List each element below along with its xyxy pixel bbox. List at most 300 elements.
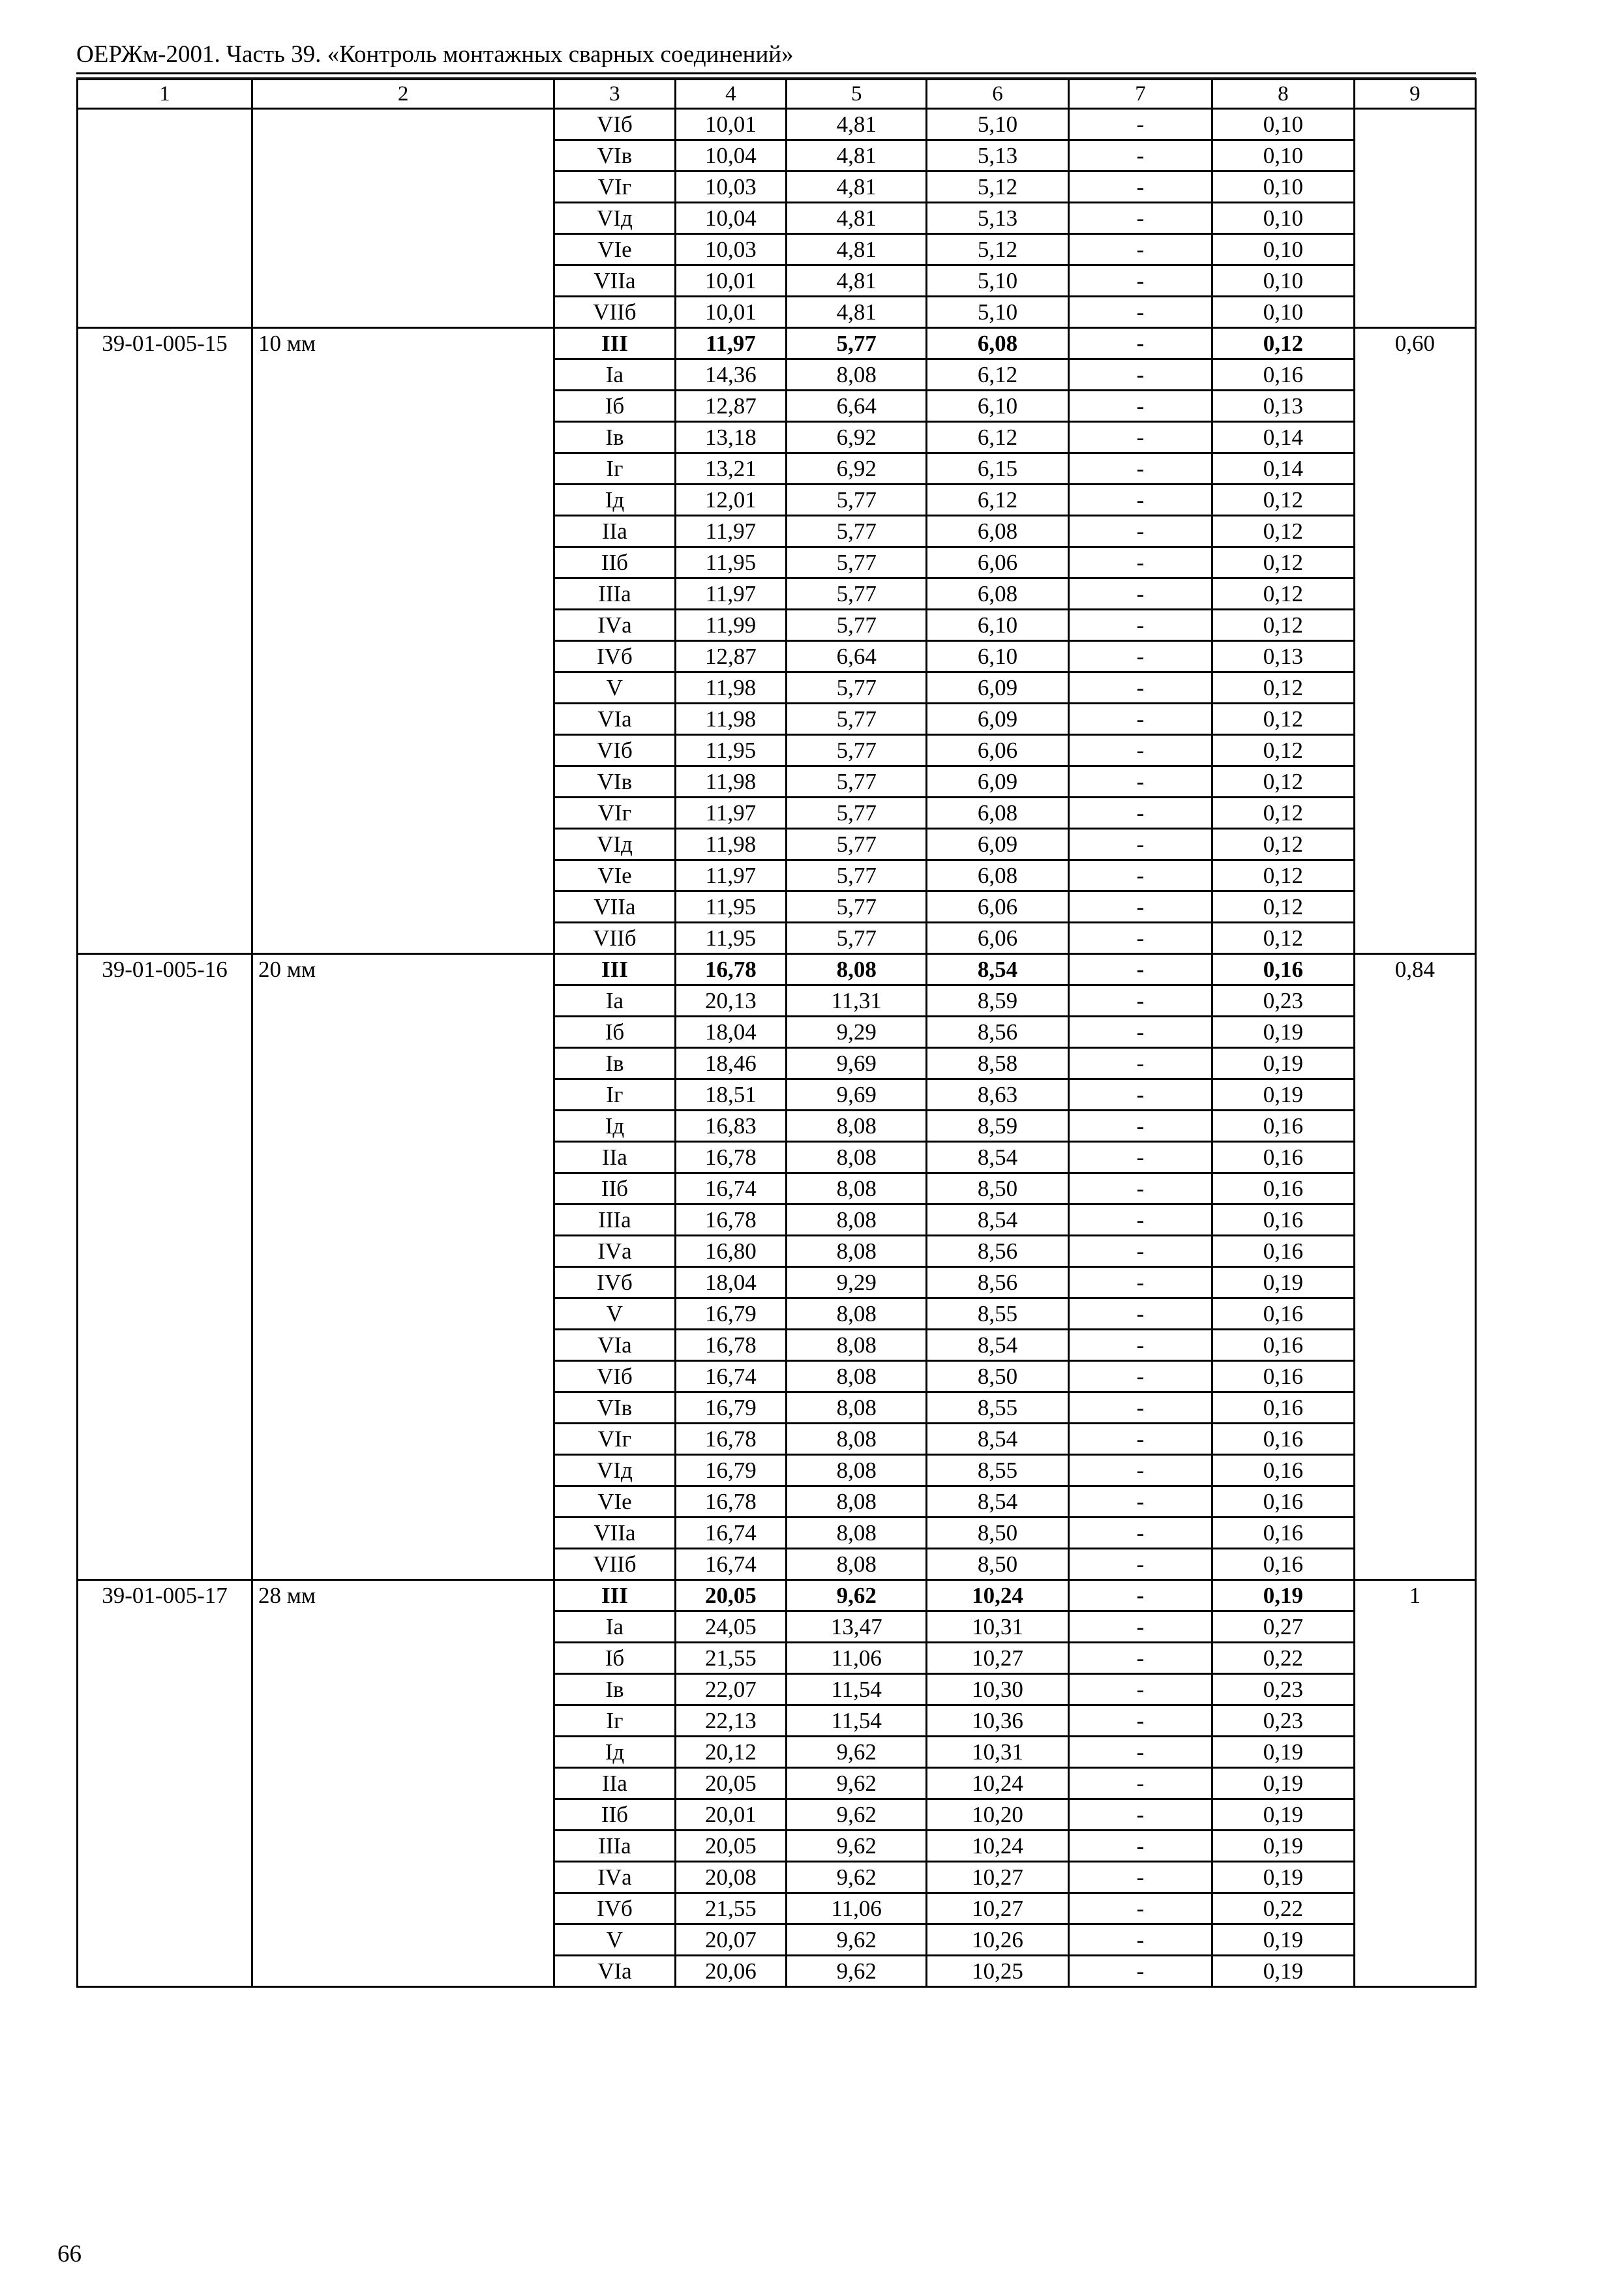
value-cell-8: 0,10 — [1212, 172, 1354, 203]
value-cell-7: - — [1068, 234, 1212, 265]
value-cell-8: 0,16 — [1212, 1455, 1354, 1486]
table-row — [78, 954, 1476, 985]
value-cell-7: - — [1068, 1643, 1212, 1674]
total-cell: 1 — [1354, 1580, 1475, 1987]
value-cell-8: 0,19 — [1212, 1079, 1354, 1111]
zone-cell: III — [554, 954, 675, 985]
value-cell-6: 8,50 — [927, 1518, 1069, 1549]
value-cell-7: - — [1068, 1956, 1212, 1987]
zone-cell: IIб — [554, 547, 675, 578]
value-cell-4: 16,80 — [675, 1236, 787, 1267]
value-cell-6: 6,09 — [927, 829, 1069, 860]
value-cell-8: 0,10 — [1212, 109, 1354, 140]
value-cell-5: 5,77 — [787, 610, 927, 641]
value-cell-8: 0,19 — [1212, 1799, 1354, 1831]
value-cell-4: 16,78 — [675, 1486, 787, 1518]
value-cell-8: 0,16 — [1212, 1361, 1354, 1392]
zone-cell: Iг — [554, 1079, 675, 1111]
value-cell-8: 0,19 — [1212, 1737, 1354, 1768]
value-cell-8: 0,12 — [1212, 328, 1354, 359]
value-cell-6: 10,24 — [927, 1831, 1069, 1862]
value-cell-6: 6,12 — [927, 422, 1069, 453]
value-cell-4: 16,79 — [675, 1298, 787, 1330]
value-cell-4: 11,95 — [675, 923, 787, 954]
zone-cell: IIа — [554, 516, 675, 547]
value-cell-5: 8,08 — [787, 1455, 927, 1486]
value-cell-8: 0,27 — [1212, 1611, 1354, 1643]
zone-cell: VIIа — [554, 891, 675, 923]
zone-cell: IIб — [554, 1173, 675, 1204]
value-cell-5: 8,08 — [787, 1518, 927, 1549]
value-cell-6: 5,10 — [927, 109, 1069, 140]
zone-cell: VIг — [554, 172, 675, 203]
value-cell-7: - — [1068, 203, 1212, 234]
value-cell-5: 8,08 — [787, 1486, 927, 1518]
zone-cell: IVб — [554, 1893, 675, 1924]
value-cell-5: 8,08 — [787, 1142, 927, 1173]
zone-cell: VIб — [554, 1361, 675, 1392]
value-cell-5: 11,31 — [787, 985, 927, 1017]
value-cell-6: 10,24 — [927, 1580, 1069, 1611]
value-cell-6: 6,12 — [927, 359, 1069, 391]
value-cell-6: 8,50 — [927, 1549, 1069, 1580]
value-cell-8: 0,23 — [1212, 985, 1354, 1017]
value-cell-5: 8,08 — [787, 1204, 927, 1236]
value-cell-6: 10,31 — [927, 1611, 1069, 1643]
zone-cell: Iв — [554, 1674, 675, 1705]
value-cell-7: - — [1068, 1079, 1212, 1111]
value-cell-4: 11,97 — [675, 578, 787, 610]
zone-cell: IVб — [554, 641, 675, 672]
value-cell-6: 8,54 — [927, 1204, 1069, 1236]
value-cell-4: 22,13 — [675, 1705, 787, 1737]
value-cell-4: 13,21 — [675, 453, 787, 485]
value-cell-4: 12,87 — [675, 641, 787, 672]
value-cell-4: 14,36 — [675, 359, 787, 391]
page-header: ОЕРЖм-2001. Часть 39. «Контроль монтажных сварных соединений» — [76, 41, 794, 68]
zone-cell: Iд — [554, 485, 675, 516]
value-cell-6: 5,10 — [927, 265, 1069, 297]
value-cell-8: 0,12 — [1212, 860, 1354, 891]
value-cell-8: 0,23 — [1212, 1674, 1354, 1705]
value-cell-6: 6,08 — [927, 860, 1069, 891]
value-cell-4: 12,87 — [675, 391, 787, 422]
column-number: 6 — [927, 80, 1069, 109]
value-cell-7: - — [1068, 172, 1212, 203]
value-cell-5: 5,77 — [787, 766, 927, 798]
value-cell-5: 8,08 — [787, 954, 927, 985]
value-cell-6: 10,31 — [927, 1737, 1069, 1768]
value-cell-8: 0,12 — [1212, 798, 1354, 829]
zone-cell: VIIб — [554, 297, 675, 328]
value-cell-6: 8,58 — [927, 1048, 1069, 1079]
column-number: 5 — [787, 80, 927, 109]
value-cell-8: 0,10 — [1212, 203, 1354, 234]
value-cell-6: 8,59 — [927, 1111, 1069, 1142]
value-cell-5: 5,77 — [787, 860, 927, 891]
value-cell-4: 11,95 — [675, 547, 787, 578]
value-cell-6: 5,13 — [927, 140, 1069, 172]
zone-cell: Iв — [554, 422, 675, 453]
value-cell-5: 4,81 — [787, 140, 927, 172]
value-cell-7: - — [1068, 735, 1212, 766]
value-cell-8: 0,13 — [1212, 641, 1354, 672]
value-cell-8: 0,19 — [1212, 1768, 1354, 1799]
value-cell-6: 6,06 — [927, 891, 1069, 923]
value-cell-5: 4,81 — [787, 234, 927, 265]
value-cell-4: 11,97 — [675, 516, 787, 547]
zone-cell: Iг — [554, 453, 675, 485]
zone-cell: VIд — [554, 829, 675, 860]
column-number: 4 — [675, 80, 787, 109]
value-cell-7: - — [1068, 704, 1212, 735]
value-cell-6: 8,55 — [927, 1392, 1069, 1424]
rate-code-cell: 39-01-005-16 — [78, 954, 252, 1580]
table-row — [78, 109, 1476, 140]
value-cell-6: 10,27 — [927, 1893, 1069, 1924]
value-cell-7: - — [1068, 798, 1212, 829]
rate-code-cell: 39-01-005-17 — [78, 1580, 252, 1987]
value-cell-6: 6,06 — [927, 735, 1069, 766]
value-cell-7: - — [1068, 1424, 1212, 1455]
value-cell-7: - — [1068, 641, 1212, 672]
value-cell-7: - — [1068, 1361, 1212, 1392]
value-cell-5: 9,62 — [787, 1768, 927, 1799]
value-cell-5: 5,77 — [787, 829, 927, 860]
value-cell-8: 0,16 — [1212, 1142, 1354, 1173]
value-cell-7: - — [1068, 328, 1212, 359]
value-cell-7: - — [1068, 1893, 1212, 1924]
value-cell-7: - — [1068, 578, 1212, 610]
value-cell-8: 0,13 — [1212, 391, 1354, 422]
zone-cell: VIв — [554, 1392, 675, 1424]
value-cell-4: 11,99 — [675, 610, 787, 641]
value-cell-5: 9,29 — [787, 1267, 927, 1298]
rate-name-cell: 20 мм — [252, 954, 554, 1580]
value-cell-5: 11,54 — [787, 1674, 927, 1705]
value-cell-8: 0,12 — [1212, 923, 1354, 954]
value-cell-8: 0,16 — [1212, 1173, 1354, 1204]
value-cell-7: - — [1068, 1799, 1212, 1831]
value-cell-6: 6,06 — [927, 547, 1069, 578]
value-cell-8: 0,16 — [1212, 1549, 1354, 1580]
value-cell-7: - — [1068, 766, 1212, 798]
value-cell-4: 18,04 — [675, 1267, 787, 1298]
value-cell-5: 9,62 — [787, 1862, 927, 1893]
column-number: 2 — [252, 80, 554, 109]
value-cell-5: 9,69 — [787, 1048, 927, 1079]
value-cell-6: 6,08 — [927, 578, 1069, 610]
value-cell-5: 8,08 — [787, 359, 927, 391]
zone-cell: Iд — [554, 1737, 675, 1768]
value-cell-5: 8,08 — [787, 1298, 927, 1330]
value-cell-6: 6,09 — [927, 766, 1069, 798]
value-cell-7: - — [1068, 453, 1212, 485]
value-cell-8: 0,19 — [1212, 1580, 1354, 1611]
zone-cell: IVб — [554, 1267, 675, 1298]
value-cell-5: 11,06 — [787, 1893, 927, 1924]
value-cell-7: - — [1068, 1267, 1212, 1298]
value-cell-5: 5,77 — [787, 704, 927, 735]
value-cell-7: - — [1068, 265, 1212, 297]
value-cell-6: 10,30 — [927, 1674, 1069, 1705]
value-cell-6: 6,12 — [927, 485, 1069, 516]
value-cell-8: 0,14 — [1212, 422, 1354, 453]
value-cell-7: - — [1068, 1862, 1212, 1893]
value-cell-8: 0,10 — [1212, 234, 1354, 265]
value-cell-4: 20,05 — [675, 1831, 787, 1862]
value-cell-7: - — [1068, 891, 1212, 923]
value-cell-4: 10,03 — [675, 234, 787, 265]
zone-cell: VIа — [554, 704, 675, 735]
table-row — [78, 1580, 1476, 1611]
value-cell-4: 21,55 — [675, 1893, 787, 1924]
value-cell-5: 9,62 — [787, 1924, 927, 1956]
value-cell-8: 0,16 — [1212, 1204, 1354, 1236]
zone-cell: V — [554, 672, 675, 704]
value-cell-4: 18,04 — [675, 1017, 787, 1048]
zone-cell: IIIа — [554, 1204, 675, 1236]
column-number: 8 — [1212, 80, 1354, 109]
value-cell-4: 24,05 — [675, 1611, 787, 1643]
value-cell-4: 11,97 — [675, 860, 787, 891]
zone-cell: VIв — [554, 766, 675, 798]
value-cell-4: 16,79 — [675, 1392, 787, 1424]
value-cell-5: 5,77 — [787, 328, 927, 359]
value-cell-5: 6,92 — [787, 422, 927, 453]
value-cell-8: 0,22 — [1212, 1893, 1354, 1924]
value-cell-8: 0,14 — [1212, 453, 1354, 485]
value-cell-5: 9,62 — [787, 1799, 927, 1831]
value-cell-7: - — [1068, 1486, 1212, 1518]
value-cell-4: 20,05 — [675, 1768, 787, 1799]
value-cell-5: 9,62 — [787, 1580, 927, 1611]
column-number-row — [78, 80, 1476, 109]
page-number: 66 — [57, 2241, 82, 2267]
value-cell-7: - — [1068, 297, 1212, 328]
value-cell-7: - — [1068, 1298, 1212, 1330]
rate-name-cell — [252, 109, 554, 328]
zone-cell: VIIа — [554, 265, 675, 297]
value-cell-5: 4,81 — [787, 109, 927, 140]
zone-cell: V — [554, 1924, 675, 1956]
rate-name-cell: 10 мм — [252, 328, 554, 954]
value-cell-8: 0,16 — [1212, 1330, 1354, 1361]
value-cell-7: - — [1068, 1048, 1212, 1079]
zone-cell: VIа — [554, 1330, 675, 1361]
value-cell-8: 0,12 — [1212, 547, 1354, 578]
zone-cell: Iа — [554, 985, 675, 1017]
value-cell-7: - — [1068, 1017, 1212, 1048]
zone-cell: IIIа — [554, 1831, 675, 1862]
value-cell-4: 16,78 — [675, 954, 787, 985]
value-cell-5: 9,62 — [787, 1737, 927, 1768]
value-cell-5: 5,77 — [787, 578, 927, 610]
value-cell-4: 22,07 — [675, 1674, 787, 1705]
header-rule-thin — [76, 77, 1476, 78]
value-cell-5: 5,77 — [787, 485, 927, 516]
zone-cell: Iг — [554, 1705, 675, 1737]
table-body — [78, 80, 1476, 1987]
value-cell-6: 5,12 — [927, 172, 1069, 203]
value-cell-4: 11,98 — [675, 829, 787, 860]
value-cell-7: - — [1068, 516, 1212, 547]
value-cell-8: 0,16 — [1212, 1111, 1354, 1142]
value-cell-6: 6,10 — [927, 391, 1069, 422]
value-cell-8: 0,12 — [1212, 516, 1354, 547]
value-cell-8: 0,19 — [1212, 1048, 1354, 1079]
value-cell-4: 11,97 — [675, 328, 787, 359]
value-cell-4: 11,98 — [675, 704, 787, 735]
value-cell-7: - — [1068, 860, 1212, 891]
value-cell-6: 5,13 — [927, 203, 1069, 234]
value-cell-4: 20,01 — [675, 1799, 787, 1831]
value-cell-6: 6,06 — [927, 923, 1069, 954]
value-cell-5: 11,54 — [787, 1705, 927, 1737]
value-cell-4: 11,95 — [675, 735, 787, 766]
zone-cell: Iд — [554, 1111, 675, 1142]
value-cell-8: 0,12 — [1212, 704, 1354, 735]
value-cell-4: 21,55 — [675, 1643, 787, 1674]
value-cell-4: 12,01 — [675, 485, 787, 516]
value-cell-4: 10,01 — [675, 265, 787, 297]
value-cell-4: 10,03 — [675, 172, 787, 203]
value-cell-4: 16,78 — [675, 1330, 787, 1361]
column-number: 9 — [1354, 80, 1475, 109]
value-cell-4: 16,74 — [675, 1361, 787, 1392]
value-cell-5: 8,08 — [787, 1361, 927, 1392]
zone-cell: III — [554, 328, 675, 359]
value-cell-5: 9,69 — [787, 1079, 927, 1111]
value-cell-6: 8,55 — [927, 1298, 1069, 1330]
value-cell-4: 10,04 — [675, 140, 787, 172]
value-cell-7: - — [1068, 140, 1212, 172]
value-cell-7: - — [1068, 1236, 1212, 1267]
value-cell-8: 0,12 — [1212, 578, 1354, 610]
value-cell-7: - — [1068, 1831, 1212, 1862]
zone-cell: VIг — [554, 1424, 675, 1455]
value-cell-8: 0,10 — [1212, 140, 1354, 172]
value-cell-7: - — [1068, 1142, 1212, 1173]
value-cell-5: 8,08 — [787, 1330, 927, 1361]
value-cell-4: 11,95 — [675, 891, 787, 923]
value-cell-8: 0,19 — [1212, 1017, 1354, 1048]
value-cell-7: - — [1068, 547, 1212, 578]
value-cell-6: 8,55 — [927, 1455, 1069, 1486]
value-cell-7: - — [1068, 954, 1212, 985]
value-cell-8: 0,16 — [1212, 1298, 1354, 1330]
value-cell-4: 10,01 — [675, 109, 787, 140]
value-cell-7: - — [1068, 1173, 1212, 1204]
zone-cell: III — [554, 1580, 675, 1611]
value-cell-8: 0,19 — [1212, 1831, 1354, 1862]
value-cell-8: 0,12 — [1212, 485, 1354, 516]
value-cell-5: 11,06 — [787, 1643, 927, 1674]
value-cell-5: 13,47 — [787, 1611, 927, 1643]
value-cell-4: 11,98 — [675, 672, 787, 704]
value-cell-8: 0,12 — [1212, 829, 1354, 860]
value-cell-8: 0,22 — [1212, 1643, 1354, 1674]
value-cell-7: - — [1068, 485, 1212, 516]
value-cell-6: 5,12 — [927, 234, 1069, 265]
rate-name-cell: 28 мм — [252, 1580, 554, 1987]
value-cell-5: 6,64 — [787, 391, 927, 422]
value-cell-6: 8,56 — [927, 1267, 1069, 1298]
value-cell-8: 0,19 — [1212, 1924, 1354, 1956]
header-rule-thick — [76, 72, 1476, 74]
zone-cell: VIв — [554, 140, 675, 172]
value-cell-5: 4,81 — [787, 297, 927, 328]
value-cell-4: 20,12 — [675, 1737, 787, 1768]
value-cell-7: - — [1068, 985, 1212, 1017]
value-cell-7: - — [1068, 610, 1212, 641]
value-cell-5: 5,77 — [787, 891, 927, 923]
value-cell-5: 8,08 — [787, 1236, 927, 1267]
value-cell-5: 4,81 — [787, 203, 927, 234]
value-cell-4: 18,51 — [675, 1079, 787, 1111]
total-cell — [1354, 109, 1475, 328]
value-cell-6: 8,56 — [927, 1017, 1069, 1048]
value-cell-6: 6,10 — [927, 610, 1069, 641]
value-cell-6: 8,50 — [927, 1361, 1069, 1392]
value-cell-4: 16,78 — [675, 1424, 787, 1455]
value-cell-5: 6,92 — [787, 453, 927, 485]
value-cell-4: 16,74 — [675, 1173, 787, 1204]
zone-cell: VIд — [554, 203, 675, 234]
value-cell-8: 0,10 — [1212, 265, 1354, 297]
zone-cell: VIе — [554, 234, 675, 265]
value-cell-4: 11,98 — [675, 766, 787, 798]
value-cell-6: 10,36 — [927, 1705, 1069, 1737]
value-cell-4: 16,74 — [675, 1518, 787, 1549]
zone-cell: VIIа — [554, 1518, 675, 1549]
value-cell-7: - — [1068, 1518, 1212, 1549]
value-cell-5: 8,08 — [787, 1173, 927, 1204]
zone-cell: VIг — [554, 798, 675, 829]
value-cell-7: - — [1068, 923, 1212, 954]
value-cell-5: 9,62 — [787, 1956, 927, 1987]
zone-cell: Iв — [554, 1048, 675, 1079]
value-cell-5: 5,77 — [787, 516, 927, 547]
zone-cell: VIд — [554, 1455, 675, 1486]
value-cell-6: 6,08 — [927, 516, 1069, 547]
zone-cell: VIIб — [554, 1549, 675, 1580]
table-row — [78, 328, 1476, 359]
value-cell-7: - — [1068, 1111, 1212, 1142]
value-cell-7: - — [1068, 1924, 1212, 1956]
value-cell-7: - — [1068, 1392, 1212, 1424]
value-cell-6: 10,20 — [927, 1799, 1069, 1831]
value-cell-8: 0,16 — [1212, 1424, 1354, 1455]
value-cell-6: 8,59 — [927, 985, 1069, 1017]
value-cell-6: 10,25 — [927, 1956, 1069, 1987]
value-cell-5: 8,08 — [787, 1424, 927, 1455]
value-cell-6: 6,08 — [927, 798, 1069, 829]
value-cell-8: 0,10 — [1212, 297, 1354, 328]
column-number: 1 — [78, 80, 252, 109]
zone-cell: VIе — [554, 860, 675, 891]
value-cell-6: 6,09 — [927, 704, 1069, 735]
value-cell-4: 20,13 — [675, 985, 787, 1017]
value-cell-6: 10,27 — [927, 1643, 1069, 1674]
value-cell-8: 0,16 — [1212, 1392, 1354, 1424]
value-cell-7: - — [1068, 1705, 1212, 1737]
zone-cell: Iа — [554, 359, 675, 391]
value-cell-4: 16,78 — [675, 1142, 787, 1173]
value-cell-7: - — [1068, 1330, 1212, 1361]
zone-cell: IIб — [554, 1799, 675, 1831]
value-cell-5: 5,77 — [787, 798, 927, 829]
